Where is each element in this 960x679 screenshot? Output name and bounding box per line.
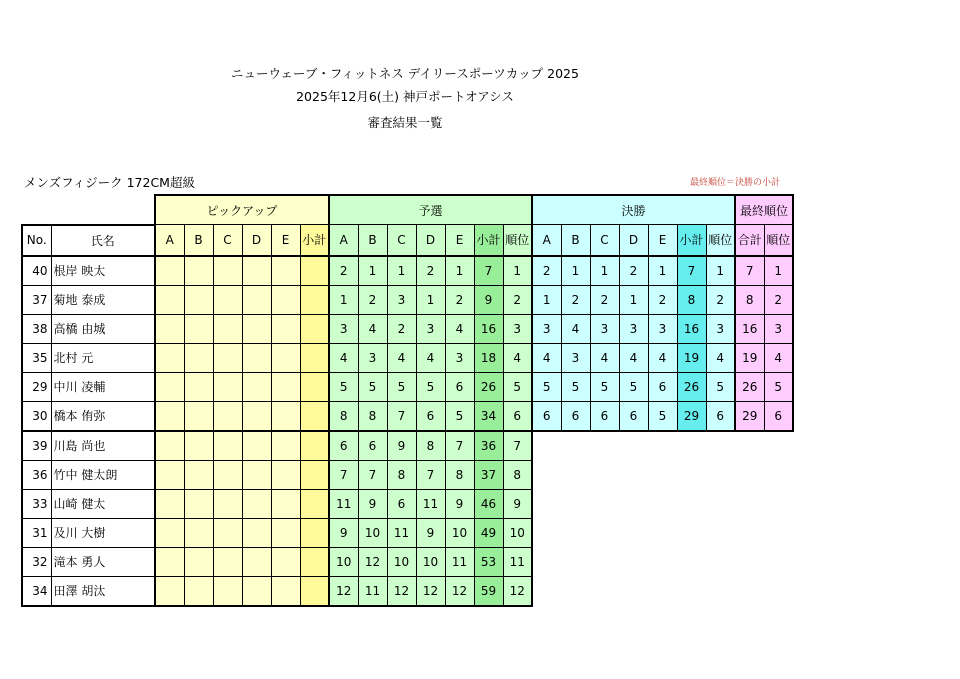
prelim-score: 2 bbox=[358, 285, 387, 314]
athlete-name: 田澤 胡汰 bbox=[51, 576, 155, 606]
prelim-score: 6 bbox=[416, 401, 445, 431]
athlete-name: 根岸 映太 bbox=[51, 256, 155, 286]
athlete-name: 山崎 健太 bbox=[51, 489, 155, 518]
column-header-prelim-judge: B bbox=[358, 225, 387, 256]
overall-rank: 5 bbox=[764, 372, 793, 401]
pickup-subtotal bbox=[300, 314, 329, 343]
athlete-number: 31 bbox=[22, 518, 51, 547]
table-row bbox=[22, 576, 793, 606]
pickup-subtotal bbox=[300, 372, 329, 401]
overall-total: 26 bbox=[735, 372, 764, 401]
column-header-final-judge: E bbox=[648, 225, 677, 256]
pickup-score bbox=[155, 460, 184, 489]
prelim-subtotal: 9 bbox=[474, 285, 503, 314]
athlete-name: 北村 元 bbox=[51, 343, 155, 372]
event-title: ニューウェーブ・フィットネス デイリースポーツカップ 2025 bbox=[231, 66, 579, 81]
final-score: 5 bbox=[532, 372, 561, 401]
pickup-score bbox=[271, 372, 300, 401]
prelim-score: 8 bbox=[387, 460, 416, 489]
final-rank: 2 bbox=[706, 285, 735, 314]
athlete-number: 38 bbox=[22, 314, 51, 343]
pickup-score bbox=[155, 431, 184, 461]
athlete-name: 菊地 泰成 bbox=[51, 285, 155, 314]
athlete-name: 高橋 由城 bbox=[51, 314, 155, 343]
pickup-score bbox=[242, 460, 271, 489]
prelim-score: 7 bbox=[387, 401, 416, 431]
final-subtotal: 7 bbox=[677, 256, 706, 286]
empty-final-area bbox=[532, 518, 793, 547]
pickup-score bbox=[184, 460, 213, 489]
prelim-rank: 8 bbox=[503, 460, 532, 489]
prelim-score: 8 bbox=[416, 431, 445, 461]
final-subtotal: 16 bbox=[677, 314, 706, 343]
overall-rank: 1 bbox=[764, 256, 793, 286]
prelim-score: 11 bbox=[387, 518, 416, 547]
prelim-score: 1 bbox=[358, 256, 387, 286]
overall-rank: 3 bbox=[764, 314, 793, 343]
pickup-score bbox=[155, 343, 184, 372]
pickup-score bbox=[155, 285, 184, 314]
pickup-score bbox=[213, 401, 242, 431]
final-subtotal: 29 bbox=[677, 401, 706, 431]
column-header-prelim-subtotal: 小計 bbox=[474, 225, 503, 256]
prelim-score: 9 bbox=[445, 489, 474, 518]
prelim-score: 1 bbox=[387, 256, 416, 286]
final-score: 6 bbox=[590, 401, 619, 431]
pickup-score bbox=[184, 256, 213, 286]
prelim-score: 4 bbox=[358, 314, 387, 343]
pickup-score bbox=[184, 518, 213, 547]
prelim-score: 8 bbox=[358, 401, 387, 431]
column-header-pickup-judge: C bbox=[213, 225, 242, 256]
athlete-number: 35 bbox=[22, 343, 51, 372]
final-subtotal: 8 bbox=[677, 285, 706, 314]
pickup-score bbox=[271, 285, 300, 314]
final-score: 5 bbox=[590, 372, 619, 401]
prelim-rank: 6 bbox=[503, 401, 532, 431]
final-score: 2 bbox=[561, 285, 590, 314]
pickup-score bbox=[213, 314, 242, 343]
final-score: 4 bbox=[648, 343, 677, 372]
pickup-score bbox=[242, 431, 271, 461]
prelim-score: 10 bbox=[445, 518, 474, 547]
prelim-score: 6 bbox=[358, 431, 387, 461]
pickup-score bbox=[271, 343, 300, 372]
prelim-score: 10 bbox=[416, 547, 445, 576]
overall-rank: 6 bbox=[764, 401, 793, 431]
pickup-score bbox=[213, 256, 242, 286]
column-header-prelim-judge: A bbox=[329, 225, 358, 256]
prelim-subtotal: 26 bbox=[474, 372, 503, 401]
prelim-score: 11 bbox=[445, 547, 474, 576]
final-rank: 5 bbox=[706, 372, 735, 401]
prelim-score: 9 bbox=[358, 489, 387, 518]
pickup-score bbox=[271, 576, 300, 606]
table-row bbox=[22, 489, 793, 518]
prelim-score: 9 bbox=[416, 518, 445, 547]
blank-header bbox=[22, 195, 155, 225]
pickup-score bbox=[184, 431, 213, 461]
prelim-rank: 11 bbox=[503, 547, 532, 576]
pickup-subtotal bbox=[300, 285, 329, 314]
pickup-score bbox=[271, 256, 300, 286]
table-row bbox=[22, 431, 793, 461]
column-header-pickup-subtotal: 小計 bbox=[300, 225, 329, 256]
empty-final-area bbox=[532, 460, 793, 489]
prelim-rank: 4 bbox=[503, 343, 532, 372]
prelim-rank: 5 bbox=[503, 372, 532, 401]
pickup-subtotal bbox=[300, 431, 329, 461]
table-row bbox=[22, 460, 793, 489]
pickup-score bbox=[184, 285, 213, 314]
final-rank: 6 bbox=[706, 401, 735, 431]
prelim-score: 12 bbox=[445, 576, 474, 606]
prelim-subtotal: 36 bbox=[474, 431, 503, 461]
final-score: 4 bbox=[532, 343, 561, 372]
prelim-subtotal: 53 bbox=[474, 547, 503, 576]
prelim-rank: 12 bbox=[503, 576, 532, 606]
prelim-score: 1 bbox=[416, 285, 445, 314]
final-subtotal: 19 bbox=[677, 343, 706, 372]
athlete-name: 及川 大樹 bbox=[51, 518, 155, 547]
prelim-score: 5 bbox=[416, 372, 445, 401]
prelim-score: 3 bbox=[358, 343, 387, 372]
prelim-subtotal: 18 bbox=[474, 343, 503, 372]
results-subtitle: 審査結果一覧 bbox=[367, 115, 443, 130]
column-header-overall-rank: 順位 bbox=[764, 225, 793, 256]
prelim-subtotal: 49 bbox=[474, 518, 503, 547]
pickup-score bbox=[242, 372, 271, 401]
pickup-score bbox=[242, 489, 271, 518]
pickup-score bbox=[155, 314, 184, 343]
group-header-prelim: 予選 bbox=[329, 195, 532, 225]
table-row bbox=[22, 343, 793, 372]
pickup-score bbox=[271, 547, 300, 576]
pickup-score bbox=[242, 343, 271, 372]
prelim-score: 5 bbox=[358, 372, 387, 401]
prelim-score: 12 bbox=[329, 576, 358, 606]
column-header-prelim-judge: E bbox=[445, 225, 474, 256]
final-score: 5 bbox=[561, 372, 590, 401]
final-score: 3 bbox=[561, 343, 590, 372]
final-rank-note: 最終順位＝決勝の小計 bbox=[690, 178, 781, 188]
prelim-subtotal: 59 bbox=[474, 576, 503, 606]
pickup-score bbox=[155, 401, 184, 431]
athlete-number: 29 bbox=[22, 372, 51, 401]
prelim-score: 3 bbox=[387, 285, 416, 314]
column-header-final-judge: B bbox=[561, 225, 590, 256]
results-table bbox=[21, 194, 794, 607]
final-score: 4 bbox=[619, 343, 648, 372]
prelim-score: 4 bbox=[329, 343, 358, 372]
final-score: 5 bbox=[619, 372, 648, 401]
athlete-name: 橋本 侑弥 bbox=[51, 401, 155, 431]
prelim-score: 8 bbox=[329, 401, 358, 431]
pickup-subtotal bbox=[300, 401, 329, 431]
athlete-number: 40 bbox=[22, 256, 51, 286]
final-score: 6 bbox=[619, 401, 648, 431]
final-rank: 4 bbox=[706, 343, 735, 372]
prelim-score: 10 bbox=[387, 547, 416, 576]
pickup-score bbox=[155, 489, 184, 518]
prelim-rank: 3 bbox=[503, 314, 532, 343]
final-rank: 3 bbox=[706, 314, 735, 343]
prelim-score: 4 bbox=[445, 314, 474, 343]
pickup-score bbox=[213, 285, 242, 314]
pickup-score bbox=[242, 518, 271, 547]
final-score: 4 bbox=[590, 343, 619, 372]
final-score: 1 bbox=[590, 256, 619, 286]
prelim-score: 2 bbox=[416, 256, 445, 286]
pickup-score bbox=[184, 314, 213, 343]
final-score: 3 bbox=[619, 314, 648, 343]
prelim-score: 7 bbox=[329, 460, 358, 489]
column-header-prelim-rank: 順位 bbox=[503, 225, 532, 256]
final-score: 5 bbox=[648, 401, 677, 431]
prelim-score: 3 bbox=[416, 314, 445, 343]
prelim-score: 6 bbox=[445, 372, 474, 401]
pickup-score bbox=[155, 518, 184, 547]
pickup-score bbox=[155, 372, 184, 401]
final-score: 3 bbox=[590, 314, 619, 343]
pickup-score bbox=[271, 489, 300, 518]
pickup-score bbox=[184, 372, 213, 401]
overall-total: 16 bbox=[735, 314, 764, 343]
final-score: 1 bbox=[532, 285, 561, 314]
prelim-score: 7 bbox=[416, 460, 445, 489]
pickup-score bbox=[155, 547, 184, 576]
pickup-score bbox=[271, 518, 300, 547]
pickup-score bbox=[271, 460, 300, 489]
prelim-score: 9 bbox=[387, 431, 416, 461]
prelim-score: 5 bbox=[329, 372, 358, 401]
prelim-score: 2 bbox=[387, 314, 416, 343]
column-header-final-judge: C bbox=[590, 225, 619, 256]
table-row bbox=[22, 372, 793, 401]
prelim-score: 4 bbox=[387, 343, 416, 372]
overall-total: 19 bbox=[735, 343, 764, 372]
table-row bbox=[22, 547, 793, 576]
prelim-score: 2 bbox=[445, 285, 474, 314]
pickup-score bbox=[242, 256, 271, 286]
prelim-score: 7 bbox=[358, 460, 387, 489]
final-rank: 1 bbox=[706, 256, 735, 286]
pickup-subtotal bbox=[300, 547, 329, 576]
pickup-score bbox=[213, 518, 242, 547]
athlete-name: 滝本 勇人 bbox=[51, 547, 155, 576]
prelim-score: 12 bbox=[358, 547, 387, 576]
prelim-score: 11 bbox=[416, 489, 445, 518]
prelim-score: 12 bbox=[416, 576, 445, 606]
empty-final-area bbox=[532, 547, 793, 576]
overall-total: 8 bbox=[735, 285, 764, 314]
pickup-subtotal bbox=[300, 576, 329, 606]
pickup-score bbox=[213, 489, 242, 518]
pickup-subtotal bbox=[300, 460, 329, 489]
overall-total: 7 bbox=[735, 256, 764, 286]
pickup-score bbox=[184, 489, 213, 518]
final-score: 1 bbox=[561, 256, 590, 286]
prelim-rank: 10 bbox=[503, 518, 532, 547]
column-header-pickup-judge: A bbox=[155, 225, 184, 256]
column-header-final-subtotal: 小計 bbox=[677, 225, 706, 256]
final-score: 1 bbox=[648, 256, 677, 286]
column-header-final-judge: D bbox=[619, 225, 648, 256]
final-subtotal: 26 bbox=[677, 372, 706, 401]
final-score: 1 bbox=[619, 285, 648, 314]
athlete-number: 33 bbox=[22, 489, 51, 518]
final-score: 3 bbox=[532, 314, 561, 343]
prelim-score: 3 bbox=[445, 343, 474, 372]
group-header-final-rank: 最終順位 bbox=[735, 195, 793, 225]
table-row bbox=[22, 256, 793, 286]
pickup-score bbox=[213, 460, 242, 489]
prelim-score: 7 bbox=[445, 431, 474, 461]
pickup-score bbox=[242, 547, 271, 576]
prelim-rank: 2 bbox=[503, 285, 532, 314]
table-row bbox=[22, 314, 793, 343]
prelim-subtotal: 34 bbox=[474, 401, 503, 431]
prelim-score: 5 bbox=[445, 401, 474, 431]
pickup-score bbox=[213, 372, 242, 401]
overall-total: 29 bbox=[735, 401, 764, 431]
prelim-score: 6 bbox=[329, 431, 358, 461]
athlete-number: 34 bbox=[22, 576, 51, 606]
pickup-score bbox=[242, 401, 271, 431]
overall-rank: 4 bbox=[764, 343, 793, 372]
pickup-subtotal bbox=[300, 489, 329, 518]
pickup-score bbox=[242, 285, 271, 314]
pickup-score bbox=[271, 314, 300, 343]
group-header-pickup: ピックアップ bbox=[155, 195, 329, 225]
final-score: 6 bbox=[561, 401, 590, 431]
prelim-score: 5 bbox=[387, 372, 416, 401]
category-label: メンズフィジーク 172CM超級 bbox=[24, 175, 195, 190]
overall-rank: 2 bbox=[764, 285, 793, 314]
prelim-rank: 1 bbox=[503, 256, 532, 286]
prelim-score: 10 bbox=[358, 518, 387, 547]
pickup-score bbox=[213, 343, 242, 372]
prelim-score: 12 bbox=[387, 576, 416, 606]
prelim-score: 11 bbox=[329, 489, 358, 518]
pickup-score bbox=[184, 576, 213, 606]
prelim-rank: 9 bbox=[503, 489, 532, 518]
final-score: 6 bbox=[532, 401, 561, 431]
final-score: 2 bbox=[532, 256, 561, 286]
pickup-score bbox=[184, 547, 213, 576]
table-row bbox=[22, 285, 793, 314]
pickup-score bbox=[213, 576, 242, 606]
prelim-subtotal: 46 bbox=[474, 489, 503, 518]
pickup-score bbox=[184, 401, 213, 431]
athlete-number: 32 bbox=[22, 547, 51, 576]
prelim-score: 9 bbox=[329, 518, 358, 547]
prelim-score: 4 bbox=[416, 343, 445, 372]
empty-final-area bbox=[532, 431, 793, 461]
event-date-venue: 2025年12月6(土) 神戸ポートオアシス bbox=[296, 89, 514, 104]
column-header-prelim-judge: C bbox=[387, 225, 416, 256]
pickup-score bbox=[271, 401, 300, 431]
prelim-score: 11 bbox=[358, 576, 387, 606]
pickup-score bbox=[242, 576, 271, 606]
pickup-score bbox=[271, 431, 300, 461]
final-score: 2 bbox=[648, 285, 677, 314]
pickup-score bbox=[213, 547, 242, 576]
column-header-overall-total: 合計 bbox=[735, 225, 764, 256]
athlete-name: 中川 凌輔 bbox=[51, 372, 155, 401]
pickup-subtotal bbox=[300, 343, 329, 372]
pickup-score bbox=[213, 431, 242, 461]
empty-final-area bbox=[532, 576, 793, 606]
table-row bbox=[22, 401, 793, 431]
column-header-pickup-judge: D bbox=[242, 225, 271, 256]
pickup-score bbox=[155, 576, 184, 606]
empty-final-area bbox=[532, 489, 793, 518]
prelim-subtotal: 7 bbox=[474, 256, 503, 286]
athlete-number: 39 bbox=[22, 431, 51, 461]
pickup-score bbox=[155, 256, 184, 286]
group-header-final: 決勝 bbox=[532, 195, 735, 225]
prelim-score: 10 bbox=[329, 547, 358, 576]
column-header-final-judge: A bbox=[532, 225, 561, 256]
prelim-score: 3 bbox=[329, 314, 358, 343]
pickup-subtotal bbox=[300, 256, 329, 286]
prelim-subtotal: 16 bbox=[474, 314, 503, 343]
column-header-prelim-judge: D bbox=[416, 225, 445, 256]
prelim-subtotal: 37 bbox=[474, 460, 503, 489]
prelim-score: 1 bbox=[445, 256, 474, 286]
final-score: 4 bbox=[561, 314, 590, 343]
prelim-score: 8 bbox=[445, 460, 474, 489]
prelim-score: 1 bbox=[329, 285, 358, 314]
athlete-name: 竹中 健太朗 bbox=[51, 460, 155, 489]
pickup-score bbox=[184, 343, 213, 372]
final-score: 2 bbox=[590, 285, 619, 314]
prelim-score: 6 bbox=[387, 489, 416, 518]
prelim-score: 2 bbox=[329, 256, 358, 286]
final-score: 3 bbox=[648, 314, 677, 343]
column-header-no: No. bbox=[22, 225, 51, 256]
column-header-pickup-judge: B bbox=[184, 225, 213, 256]
athlete-name: 川島 尚也 bbox=[51, 431, 155, 461]
athlete-number: 37 bbox=[22, 285, 51, 314]
column-header-name: 氏名 bbox=[51, 225, 155, 256]
final-score: 2 bbox=[619, 256, 648, 286]
athlete-number: 36 bbox=[22, 460, 51, 489]
table-row bbox=[22, 518, 793, 547]
column-header-pickup-judge: E bbox=[271, 225, 300, 256]
final-score: 6 bbox=[648, 372, 677, 401]
pickup-score bbox=[242, 314, 271, 343]
pickup-subtotal bbox=[300, 518, 329, 547]
column-header-final-rank: 順位 bbox=[706, 225, 735, 256]
prelim-rank: 7 bbox=[503, 431, 532, 461]
athlete-number: 30 bbox=[22, 401, 51, 431]
